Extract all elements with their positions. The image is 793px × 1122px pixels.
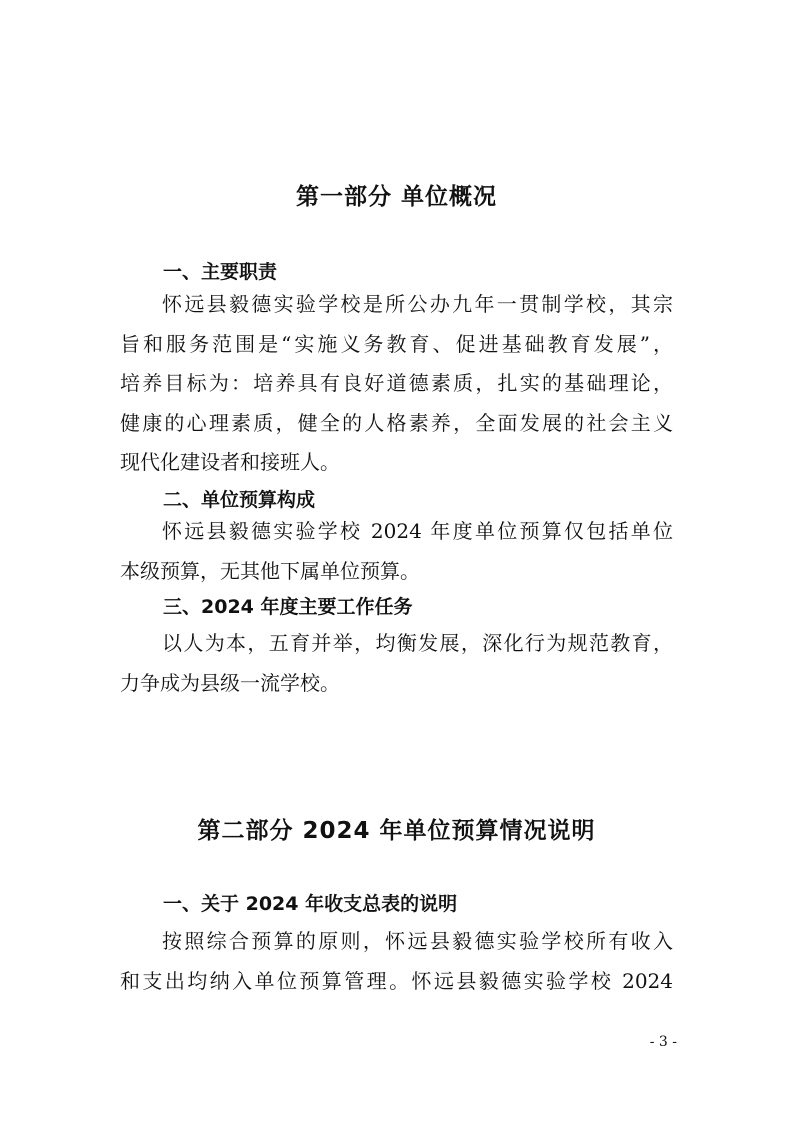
part2-title: 第二部分 2024 年单位预算情况说明	[197, 818, 596, 844]
part2-section1-paragraph	[120, 922, 673, 1001]
paragraph-line: 按照综合预算的原则，怀远县毅德实验学校所有收入	[162, 929, 673, 953]
paragraph-line: 力争成为县级一流学校。	[120, 670, 340, 695]
paragraph-line: 本级预算，无其他下属单位预算。	[120, 558, 420, 583]
part2-section1-heading: 一、关于 2024 年收支总表的说明	[163, 893, 458, 915]
part1-section1-paragraph	[120, 285, 673, 483]
part1-section1-heading: 一、主要职责	[163, 261, 278, 283]
part1-title: 第一部分 单位概况	[295, 184, 497, 210]
part1-section3-paragraph	[120, 624, 673, 703]
paragraph-line: 培养目标为：培养具有良好道德素质，扎实的基础理论，	[120, 371, 673, 395]
paragraph-line: 和支出均纳入单位预算管理。怀远县毅德实验学校 2024	[120, 968, 673, 993]
page-number: - 3 -	[649, 1034, 677, 1050]
paragraph-line: 健康的心理素质，健全的人格素养，全面发展的社会主义	[120, 410, 673, 435]
part1-section3-heading: 三、2024 年度主要工作任务	[163, 596, 413, 618]
part1-section2-heading: 二、单位预算构成	[163, 489, 316, 511]
part1-section2-paragraph	[120, 512, 673, 591]
paragraph-line: 现代化建设者和接班人。	[120, 450, 340, 474]
paragraph-line: 怀远县毅德实验学校 2024 年度单位预算仅包括单位	[162, 519, 673, 543]
paragraph-line: 旨和服务范围是“实施义务教育、促进基础教育发展”，	[120, 331, 673, 356]
paragraph-line: 怀远县毅德实验学校是所公办九年一贯制学校，其宗	[162, 292, 673, 316]
paragraph-line: 以人为本，五育并举，均衡发展，深化行为规范教育，	[162, 631, 673, 655]
